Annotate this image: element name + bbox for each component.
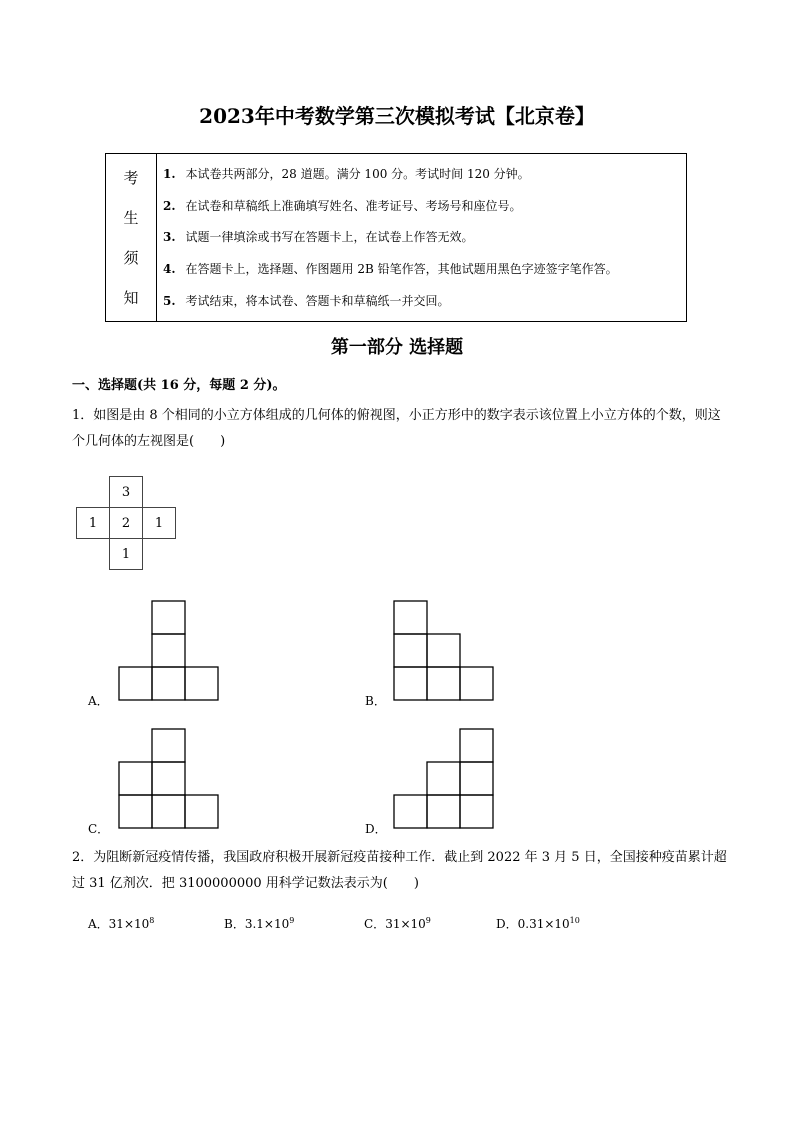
cube-square [394,667,427,700]
cube-square [185,667,218,700]
option-d-label[interactable]: D． [365,822,387,836]
notice-item-text: 试题一律填涂或书写在答题卡上，在试卷上作答无效。 [185,230,474,245]
cube-square [427,634,460,667]
choice-label: C． [364,917,386,931]
choice-base: 3.1×10 [244,917,290,931]
option-d-left-view [393,728,494,829]
notice-item-number: 1. [163,166,176,181]
choice-a[interactable] [88,915,154,932]
notice-item [163,291,686,311]
option-b-left-view [393,600,494,701]
cube-square [460,795,493,828]
exam-notice-box [105,153,687,322]
choice-base: 0.31×10 [517,917,570,931]
notice-label-char: 生 [123,209,139,228]
choice-exponent: 9 [425,916,431,925]
notice-item-text: 本试卷共两部分，28 道题。满分 100 分。考试时间 120 分钟。 [185,166,530,181]
cube-square [394,795,427,828]
cube-square [119,795,152,828]
choice-label: B． [224,917,245,931]
choice-c[interactable] [364,915,431,932]
notice-item [163,227,686,247]
cube-square [152,762,185,795]
part-header: 一、选择题(共 16 分，每题 2 分)。 [72,378,286,393]
cube-square [460,729,493,762]
choice-base: 31×10 [385,917,426,931]
cube-square [460,667,493,700]
cube-square [394,634,427,667]
cube-square [152,634,185,667]
option-a-label[interactable]: A． [88,694,109,708]
cube-square [152,729,185,762]
notice-item-number: 3. [163,230,176,245]
notice-label-char: 考 [123,169,139,188]
notice-item-number: 4. [163,262,176,277]
cube-square [119,762,152,795]
choice-label: A． [88,917,109,931]
top-view-cell-left: 1 [76,507,110,539]
notice-item-number: 2. [163,198,176,213]
choice-exponent: 8 [149,916,155,925]
option-b-label[interactable]: B． [365,694,386,708]
choice-label: D． [496,917,518,931]
cube-square [185,795,218,828]
notice-item-text: 在试卷和草稿纸上准确填写姓名、准考证号、考场号和座位号。 [185,198,522,213]
cube-square [152,795,185,828]
notice-item [163,164,686,184]
page-title: 2023年中考数学第三次模拟考试【北京卷】 [199,104,595,128]
cube-square [427,667,460,700]
notice-item-text: 在答题卡上，选择题、作图题用 2B 铅笔作答，其他试题用黑色字迹签字笔作答。 [185,262,618,277]
notice-list [157,154,686,321]
top-view-cell-center: 2 [109,507,143,539]
notice-label-char: 知 [123,288,139,307]
question-2-text: 2．为阻断新冠疫情传播，我国政府积极开展新冠疫苗接种工作．截止到 2022 年 3 月 5 日，全国接种疫苗累计超过 31 亿剂次．把 3100000000 用科学记数法表示为( ) [72,850,727,891]
cube-square [427,795,460,828]
choice-exponent: 10 [569,916,580,925]
notice-item [163,196,686,216]
choice-exponent: 9 [289,916,295,925]
notice-item-text: 考试结束，将本试卷、答题卡和草稿纸一并交回。 [185,294,450,309]
cube-square [394,601,427,634]
choice-d[interactable] [496,915,580,932]
cube-square [119,667,152,700]
notice-label-char: 须 [123,248,139,267]
top-view-cell-right: 1 [142,507,176,539]
choice-b[interactable] [224,915,294,932]
top-view-cell-bottom: 1 [109,538,143,570]
option-a-left-view [118,600,219,701]
choice-base: 31×10 [108,917,150,931]
option-c-left-view [118,728,219,829]
section-title: 第一部分 选择题 [330,337,464,358]
notice-label [106,154,157,321]
cube-square [427,762,460,795]
notice-item [163,259,686,279]
option-c-label[interactable]: C． [88,822,110,836]
question-1-text: 1．如图是由 8 个相同的小立方体组成的几何体的俯视图，小正方形中的数字表示该位置上小立方体的个数，则这个几何体的左视图是( ) [72,408,721,449]
cube-square [152,601,185,634]
top-view-cell-top: 3 [109,476,143,508]
notice-item-number: 5. [163,294,176,309]
cube-square [152,667,185,700]
cube-square [460,762,493,795]
